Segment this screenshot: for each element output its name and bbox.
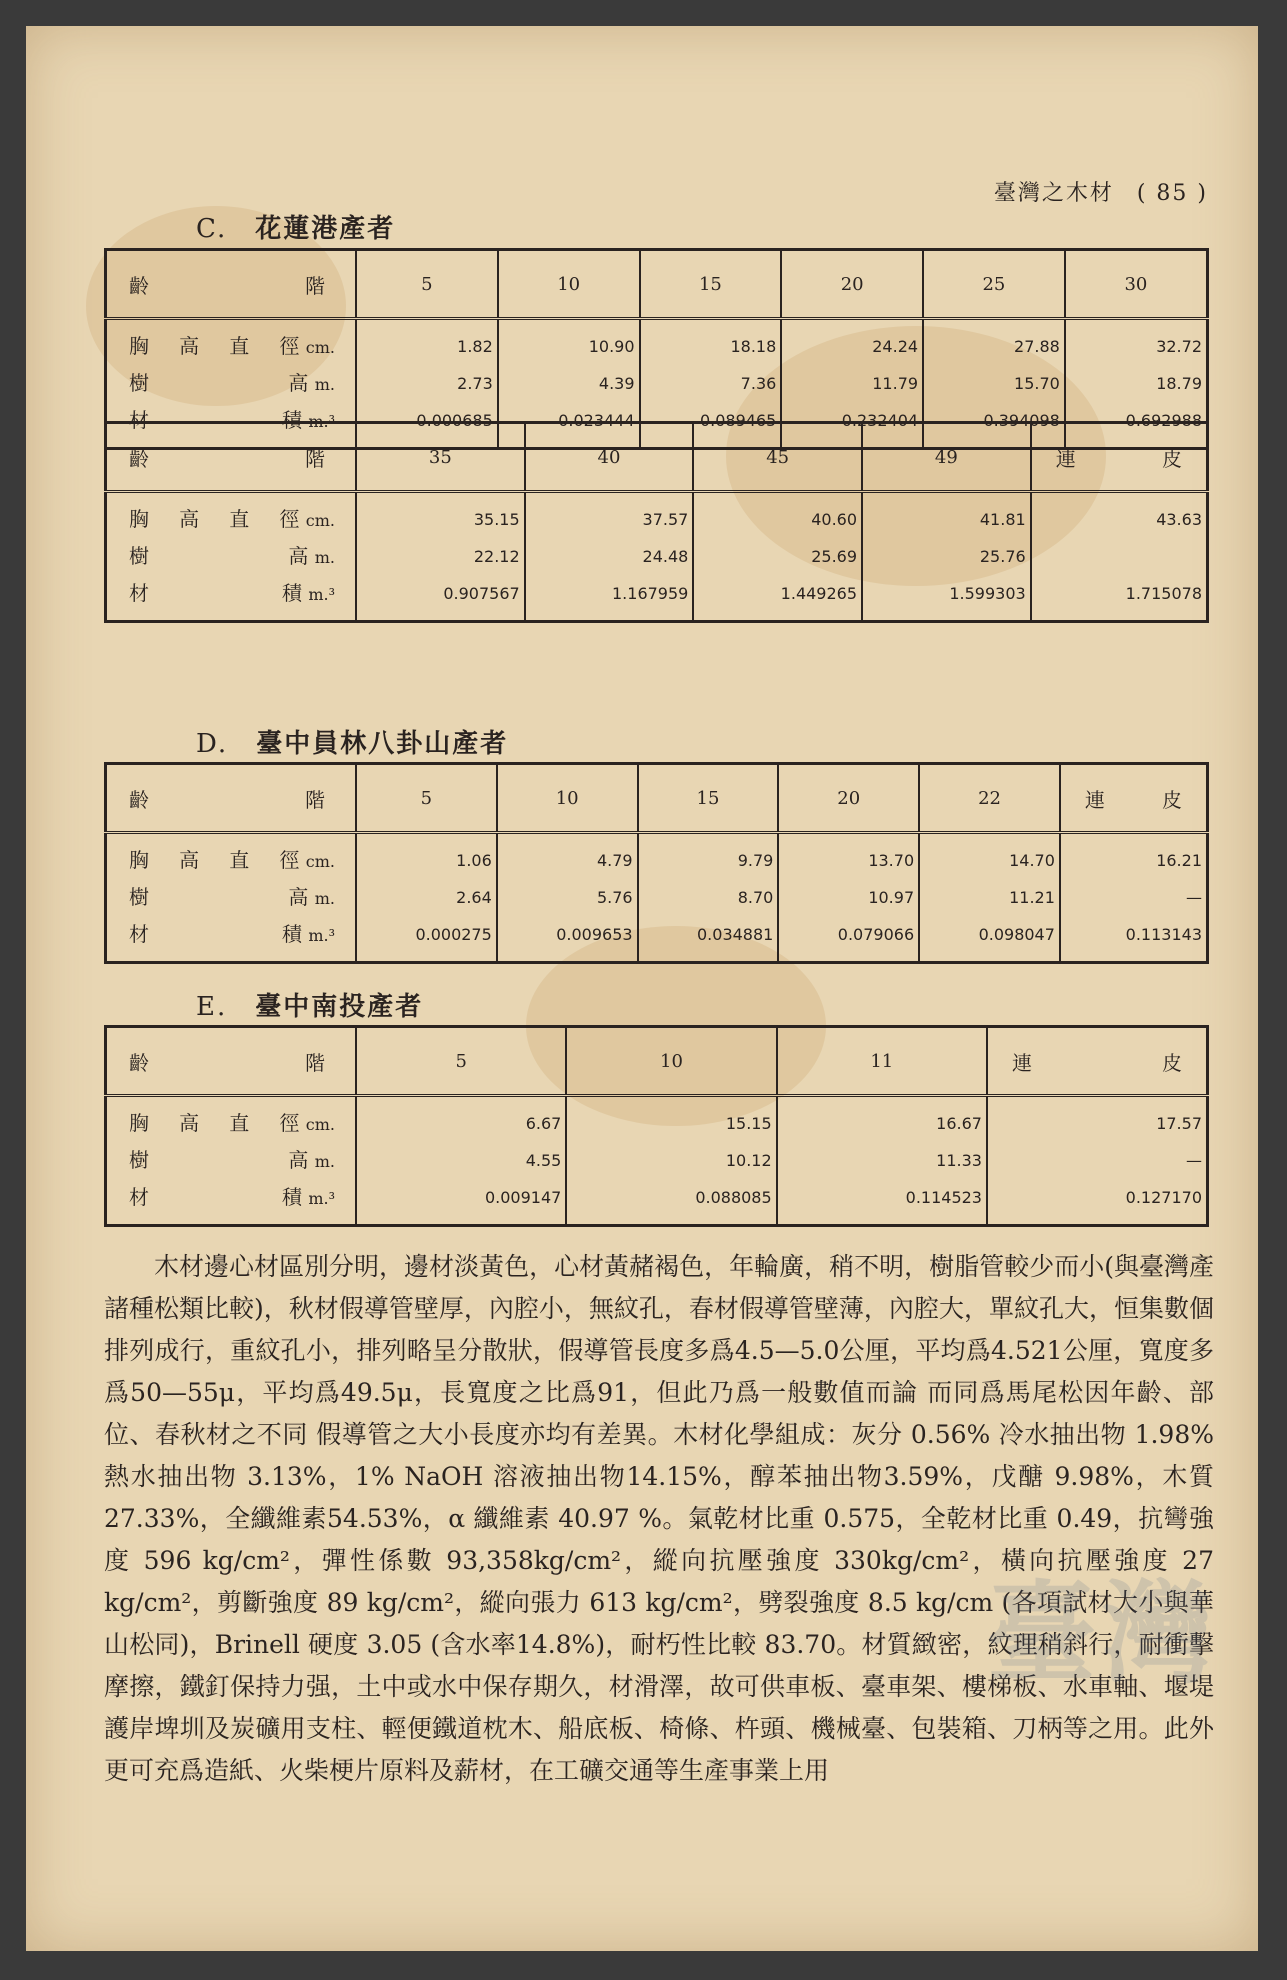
document-page	[26, 26, 1258, 1951]
section-e-title: E. 臺中南投產者	[196, 992, 424, 1022]
table-e: 齡 階 5 10 11 連 皮 胸 高 直 徑 cm. 樹 高 m. 材 積 m.³ 6.67 4.55 0.009147 15.15 10.12 0.088085 16.67 11.33 0.114523 17.57 — 0.127170	[104, 1025, 1209, 1227]
library-watermark: 臺灣	[986, 1569, 1218, 1698]
table-d: 齡 階 5 10 15 20 22 連 皮 胸 高 直 徑 cm. 樹 高 m. 材 積 m.³ 1.06 2.64 0.000275 4.79 5.76 0.009653 9.79 8.70 0.034881 13.70 10.97 0.079066 14.70 11.21 0.098047 16.21 — 0.113143	[104, 762, 1209, 964]
page-number: ( 85 )	[1136, 181, 1208, 206]
running-title: 臺灣之木材	[993, 181, 1114, 206]
page-header	[994, 176, 1208, 207]
section-c-title: C. 花蓮港產者	[196, 214, 396, 244]
section-d-title: D. 臺中員林八卦山產者	[196, 729, 509, 759]
table-c1: 齡 階 5 10 15 20 25 30 胸 高 直 徑 cm. 樹 高 m. 材 積 m.³ 1.82 2.73 0.000685 10.90 4.39 0.023444 18.18 7.36 0.089465 24.24 11.79 0.232404 27.88 15.70 0.394098 32.72 18.79 0.692988	[104, 248, 1209, 450]
body-text	[104, 1246, 1214, 1792]
table-c2: 齡 階 35 40 45 49 連 皮 胸 高 直 徑 cm. 樹 高 m. 材 積 m.³ 35.15 22.12 0.907567 37.57 24.48 1.167959 40.60 25.69 1.449265 41.81 25.76 1.599303 43.63 1.715078	[104, 421, 1209, 623]
body-paragraph: 木材邊心材區別分明，邊材淡黃色，心材黃赭褐色，年輪廣，稍不明，樹脂管較少而小(與臺灣產諸種松類比較)，秋材假導管壁厚，內腔小，無紋孔，春材假導管壁薄，內腔大，單紋孔大，恒集數個排列成行，重紋孔小，排列略呈分散狀，假導管長度多爲4.5—5.0公厘，平均爲4.521公厘，寬度多爲50—55μ，平均爲49.5μ，長寬度之比爲91，但此乃爲一般數值而論 而同爲馬尾松因年齡、部位、春秋材之不同 假導管之大小長度亦均有差異。木材化學組成：灰分 0.56% 冷水抽出物 1.98% 熱水抽出物 3.13%，1% NaOH 溶液抽出物14.15%，醇苯抽出物3.59%，戊醣 9.98%，木質27.33%，全纖維素54.53%，α 纖維素 40.97 %。氣乾材比重 0.575，全乾材比重 0.49，抗彎強度 596 kg/cm²，彈性係數 93,358kg/cm²，縱向抗壓強度 330kg/cm²，橫向抗壓強度 27 kg/cm²，剪斷強度 89 kg/cm²，縱向張力 613 kg/cm²，劈裂強度 8.5 kg/cm (各項試材大小與華山松同)，Brinell 硬度 3.05 (含水率14.8%)，耐朽性比較 83.70。材質緻密，紋理稍斜行，耐衝擊摩擦，鐵釘保持力强，土中或水中保存期久，材滑澤，故可供車板、臺車架、樓梯板、水車軸、堰堤護岸埤圳及炭礦用支柱、輕便鐵道枕木、船底板、椅條、杵頭、機械臺、包裝箱、刀柄等之用。此外更可充爲造紙、火柴梗片原料及薪材，在工礦交通等生產事業上用	[104, 1252, 1214, 1785]
